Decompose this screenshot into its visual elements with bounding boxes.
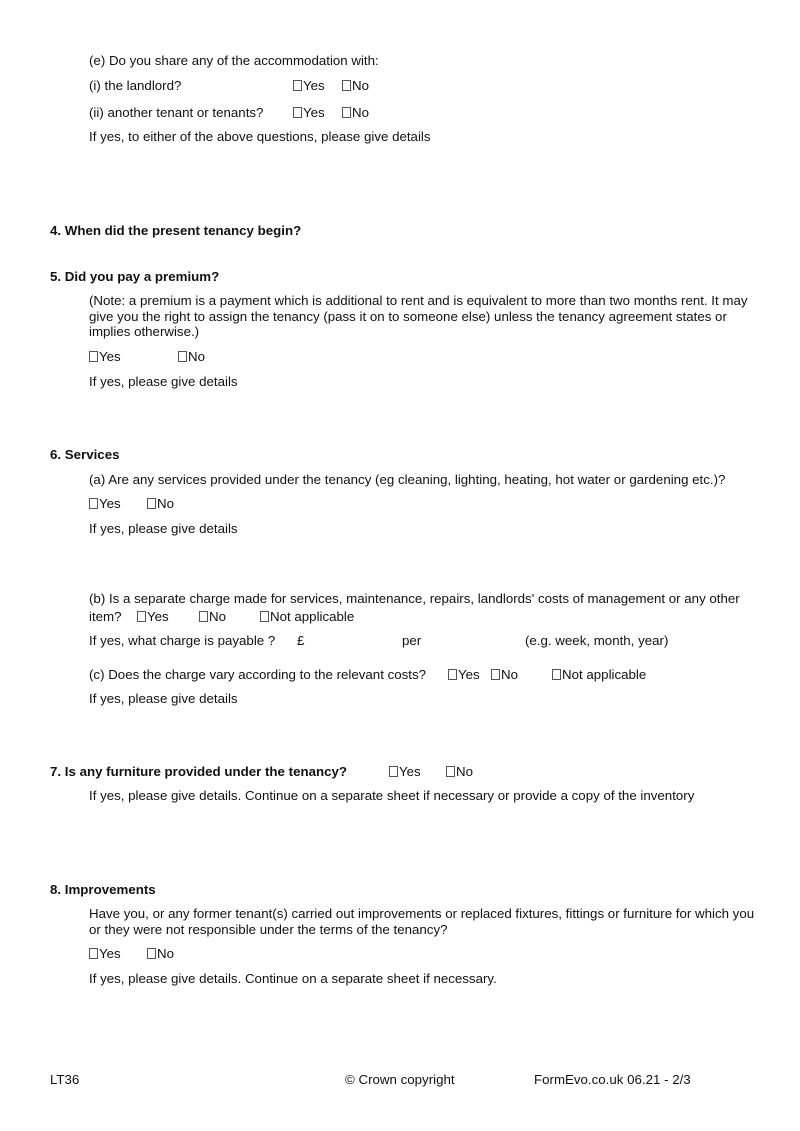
q8-no[interactable] [147,946,174,962]
q6a-question: (a) Are any services provided under the tenancy (eg cleaning, lighting, heating, hot water or gardening etc.)? [89,472,726,487]
q3e-landlord-label: (i) the landlord? [89,78,182,93]
q8-details-prompt: If yes, please give details. Continue on a separate sheet if necessary. [89,971,497,986]
q3e-landlord-yes[interactable] [293,78,325,94]
q6b-yes[interactable] [137,609,169,625]
option-label: No [157,496,174,511]
q6b-question-line2: item? [89,609,122,624]
q5-yes[interactable] [89,349,121,365]
option-label: Yes [99,946,121,961]
checkbox-icon[interactable] [342,107,351,118]
option-label: No [352,105,369,120]
q6c-details-prompt: If yes, please give details [89,691,238,706]
checkbox-icon[interactable] [137,611,146,622]
checkbox-icon[interactable] [389,766,398,777]
q5-title: 5. Did you pay a premium? [50,269,220,284]
q7-details-prompt: If yes, please give details. Continue on a separate sheet if necessary or provide a copy of the inventory [89,788,695,803]
q3e-other-tenant-yes[interactable] [293,105,325,121]
q6a-yes[interactable] [89,496,121,512]
q3e-landlord-no[interactable] [342,78,369,94]
q6b-charge-label: If yes, what charge is payable ? [89,633,276,648]
option-label: Yes [99,496,121,511]
q8-yes[interactable] [89,946,121,962]
q6a-no[interactable] [147,496,174,512]
option-label: Yes [458,667,480,682]
footer-form-code: LT36 [50,1072,80,1087]
footer-reference: FormEvo.co.uk 06.21 - 2/3 [534,1072,691,1087]
option-label: Yes [99,349,121,364]
option-label: No [188,349,205,364]
q6c-no[interactable] [491,667,518,683]
option-label: Yes [147,609,169,624]
checkbox-icon[interactable] [178,351,187,362]
q6b-no[interactable] [199,609,226,625]
q7-no[interactable] [446,764,473,780]
checkbox-icon[interactable] [342,80,351,91]
option-label: No [157,946,174,961]
q4-title: 4. When did the present tenancy begin? [50,223,302,238]
option-label: Not applicable [562,667,647,682]
q3e-details-prompt: If yes, to either of the above questions, please give details [89,129,431,144]
checkbox-icon[interactable] [89,498,98,509]
q6a-details-prompt: If yes, please give details [89,521,238,536]
q6c-not-applicable[interactable] [552,667,646,683]
option-label: Yes [399,764,421,779]
checkbox-icon[interactable] [446,766,455,777]
option-label: Not applicable [270,609,355,624]
q7-title: 7. Is any furniture provided under the tenancy? [50,764,348,779]
q6b-currency: £ [297,633,305,648]
q8-title: 8. Improvements [50,882,156,897]
q6b-period-hint: (e.g. week, month, year) [525,633,669,648]
checkbox-icon[interactable] [491,669,500,680]
checkbox-icon[interactable] [199,611,208,622]
q6b-per-label: per [402,633,422,648]
checkbox-icon[interactable] [147,498,156,509]
q6c-yes[interactable] [448,667,480,683]
option-label: No [501,667,518,682]
q5-details-prompt: If yes, please give details [89,374,238,389]
checkbox-icon[interactable] [260,611,269,622]
checkbox-icon[interactable] [552,669,561,680]
checkbox-icon[interactable] [293,80,302,91]
q3e-heading: (e) Do you share any of the accommodation with: [89,53,379,68]
checkbox-icon[interactable] [293,107,302,118]
q5-note: (Note: a premium is a payment which is additional to rent and is equivalent to more than two months rent. It may give you the right to assign the tenancy (pass it on to someone else) unless the tenancy agreement states or implies otherwise.) [89,293,748,339]
q8-question: Have you, or any former tenant(s) carried out improvements or replaced fixtures, fittings or furniture for which you or they were not responsible under the terms of the tenancy? [89,906,755,937]
checkbox-icon[interactable] [448,669,457,680]
checkbox-icon[interactable] [89,351,98,362]
q6b-not-applicable[interactable] [260,609,354,625]
option-label: No [209,609,226,624]
q3e-other-tenant-no[interactable] [342,105,369,121]
option-label: Yes [303,105,325,120]
checkbox-icon[interactable] [89,948,98,959]
option-label: No [352,78,369,93]
q3e-other-tenant-label: (ii) another tenant or tenants? [89,105,264,120]
q6-title: 6. Services [50,447,120,462]
q6b-question-line1: (b) Is a separate charge made for services, maintenance, repairs, landlords' costs of management or any other [89,591,740,606]
q5-no[interactable] [178,349,205,365]
checkbox-icon[interactable] [147,948,156,959]
q6c-question: (c) Does the charge vary according to the relevant costs? [89,667,427,682]
option-label: Yes [303,78,325,93]
option-label: No [456,764,473,779]
footer-copyright: © Crown copyright [345,1072,455,1087]
q7-yes[interactable] [389,764,421,780]
